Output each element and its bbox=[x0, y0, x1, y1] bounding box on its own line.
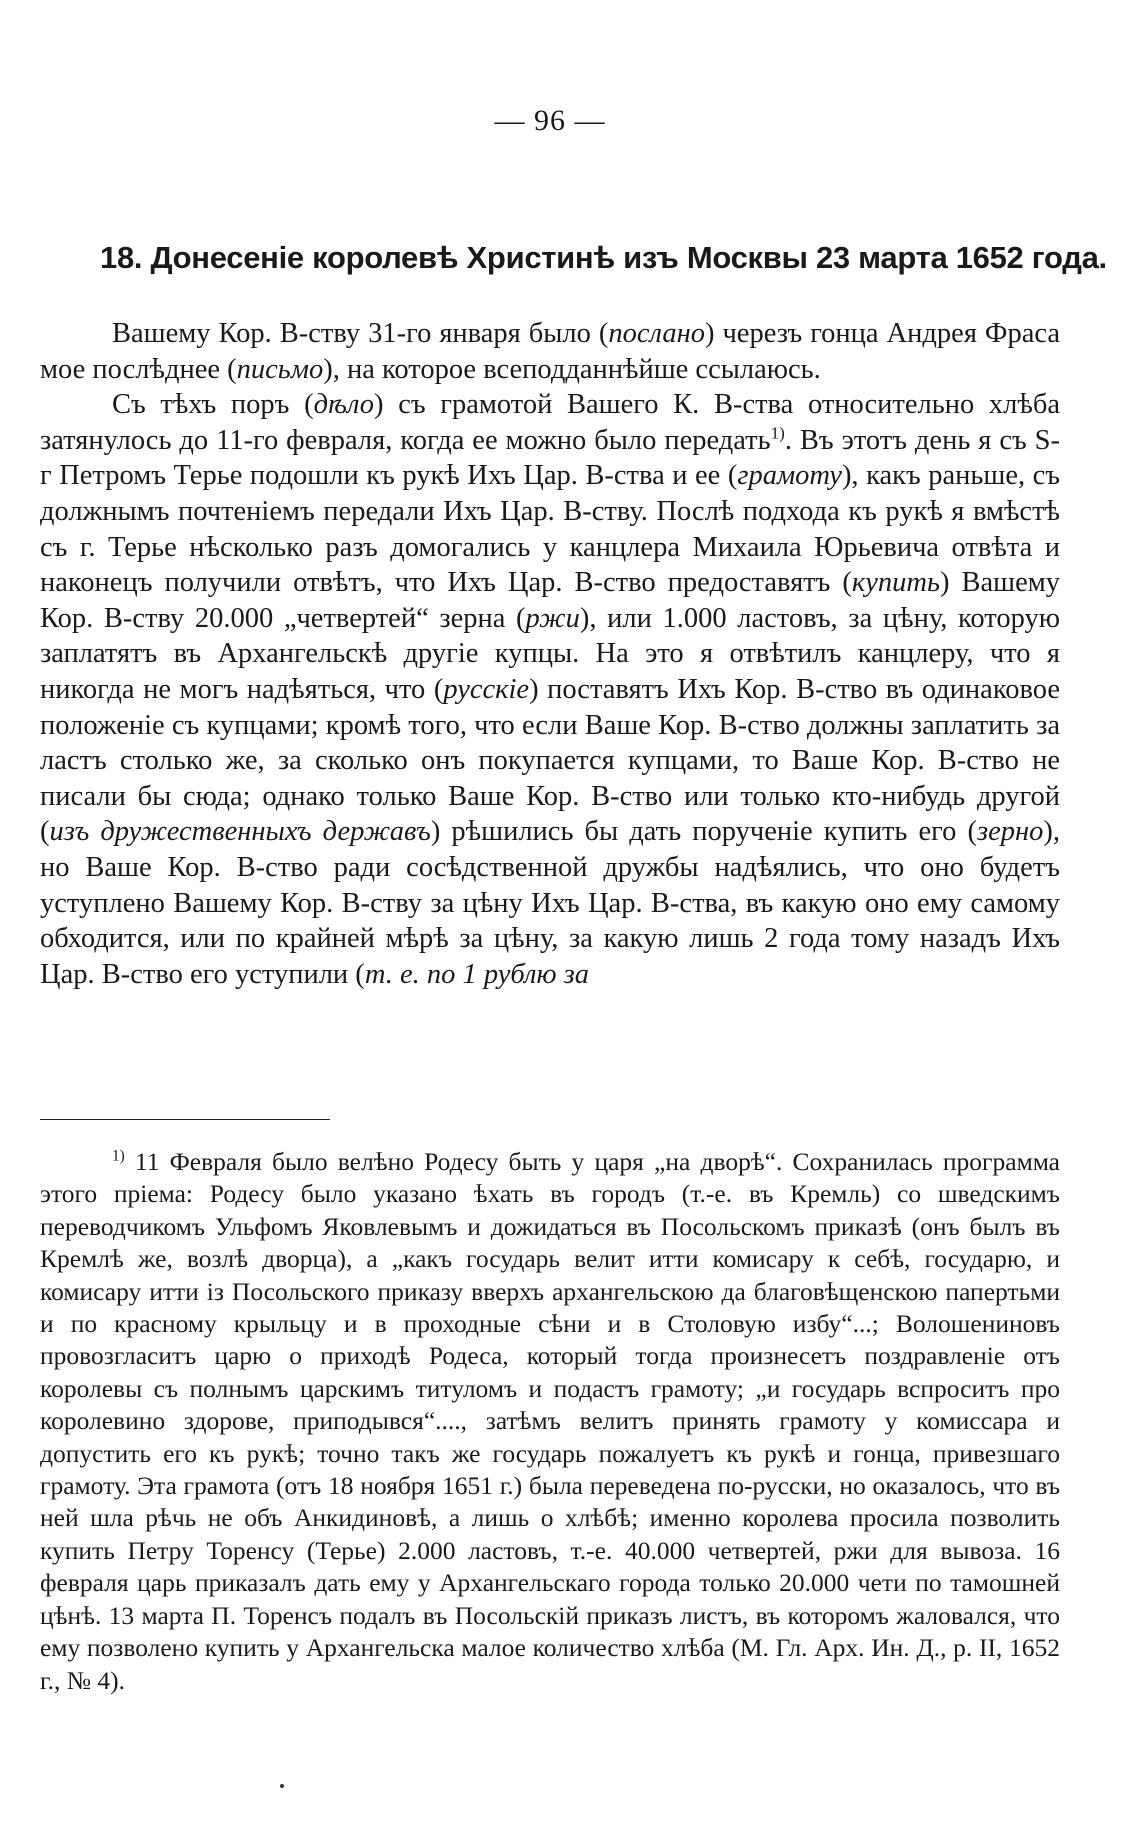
text-run: ) поставятъ Ихъ Кор. В-ство въ одинаковое положеніе съ купцами; кромѣ того, что если Ваше Кор. В-ство должны заплатить за ластъ столько же, за сколько онъ покупается купцами, то Ваше Кор. В-ство не писали бы сюда; однако только Ваше Кор. В-ство или только кто-нибудь другой ( bbox=[40, 673, 1060, 848]
footnote-mark: 1) bbox=[112, 1147, 125, 1165]
italic-insertion: зерно bbox=[976, 816, 1044, 848]
text-run: Вашему Кор. В-ству 31-го января было ( bbox=[112, 318, 609, 349]
page-number: — 96 — bbox=[494, 104, 606, 137]
italic-insertion: послано bbox=[608, 318, 705, 349]
text-run: ), но Ваше Кор. В-ство ради сосѣдственной дружбы надѣялись, что оно будетъ уступлено Вашему Кор. В-ству за цѣну Ихъ Цар. В-ства, въ какую оно ему самому обходится, или по крайней мѣрѣ за цѣну, за какую лишь 2 года тому назадъ Ихъ Цар. В-ство его уступили ( bbox=[40, 816, 1061, 990]
italic-insertion: купить bbox=[851, 567, 940, 599]
document-title: 18. Донесеніе королевѣ Христинѣ изъ Москвы 23 марта 1652 года. bbox=[100, 240, 1107, 275]
italic-insertion: грамоту bbox=[737, 460, 842, 492]
main-text bbox=[40, 316, 1060, 992]
footnote-1 bbox=[40, 1146, 1060, 1697]
text-run: ) черезъ гонца Андрея Фраса мое послѣднее ( bbox=[40, 318, 1060, 385]
print-speck bbox=[280, 1784, 284, 1788]
text-run: ) Вашему Кор. В-ству 20.000 „четвертей“ зерна ( bbox=[40, 567, 1061, 634]
paragraph-2 bbox=[40, 387, 1060, 992]
text-run: ), на которое всеподданнѣйше ссылаюсь. bbox=[323, 353, 821, 385]
text-run: ) съ грамотой Вашего К. В-ства относительно хлѣба затянулось до 11-го февраля, когда ее можно было передать bbox=[40, 389, 1060, 456]
footnote-text: 11 Февраля было велѣно Родесу быть у царя „на дворѣ“. Сохранилась программа этого пріема: Родесу было указано ѣхать въ городъ (т.-е. въ Кремль) со шведскимъ переводчикомъ Ульфомъ Яковлевымъ и дожидаться въ Посольскомъ приказѣ (онъ былъ въ Кремлѣ же, возлѣ дворца), а „какъ государь велит итти комисару к себѣ, государю, и комисару итти із Посольского приказу вверхъ архангельскою да благовѣщенскою папертьми и по красному крыльцу и в проходные сѣни и в Столовую избу“...; Волошениновъ провозгласитъ царю о приходѣ Родеса, который тогда произнесетъ поздравленіе отъ королевы съ полнымъ царскимъ титуломъ и подастъ грамоту; „и государь вспроситъ про королевино здорове, приподывся“...., затѣмъ велитъ принять грамоту у комиссара и допустить его къ рукѣ; точно такъ же государь пожалуетъ къ рукѣ и гонца, привезшаго грамоту. Эта грамота (отъ 18 ноября 1651 г.) была переведена по-русски, но оказалось, что въ ней шла рѣчь не объ Анкидиновѣ, а лишь о хлѣбѣ; именно королева просила позволить купить Петру Торенсу (Терье) 2.000 ластовъ, т.-е. 40.000 четвертей, ржи для вывоза. 16 февраля царь приказалъ дать ему у Архангельскаго города только 20.000 чети по тамошней цѣнѣ. 13 марта П. Торенсъ подалъ въ Посольскій приказъ листъ, въ которомъ жаловался, что ему позволено купить у Архангельска малое количество хлѣба (М. Гл. Арх. Ин. Д., р. II, 1652 г., № 4). bbox=[40, 1147, 1061, 1695]
document-page bbox=[40, 0, 1107, 1836]
footnote-separator bbox=[40, 1119, 330, 1120]
italic-insertion: русскіе bbox=[443, 673, 530, 705]
text-run: Съ тѣхъ поръ ( bbox=[112, 389, 314, 421]
italic-insertion: дѣло bbox=[313, 389, 375, 421]
paragraph-1 bbox=[40, 316, 1060, 387]
footnote-reference[interactable]: 1) bbox=[770, 423, 785, 443]
italic-insertion: письмо bbox=[236, 353, 324, 385]
italic-insertion: ржи bbox=[525, 602, 580, 634]
text-run: ) рѣшились бы дать порученіе купить его ( bbox=[430, 816, 977, 848]
text-run: ), какъ раньше, съ должнымъ почтеніемъ передали Ихъ Цар. В-ству. Послѣ подхода къ рукѣ я вмѣстѣ съ г. Терье нѣсколько разъ домогались у канцлера Михаила Юрьевича отвѣта и наконецъ получили отвѣтъ, что Ихъ Цар. В-ство предоставятъ ( bbox=[40, 460, 1061, 599]
italic-insertion: т. е. по 1 рублю за bbox=[364, 958, 590, 990]
text-run: . Въ этотъ день я съ S-г Петромъ Терье подошли къ рукѣ Ихъ Цар. В-ства и ее ( bbox=[40, 424, 1060, 492]
text-run: ), или 1.000 ластовъ, за цѣну, которую заплатятъ въ Архангельскѣ другіе купцы. На это я отвѣтилъ канцлеру, что я никогда не могъ надѣяться, что ( bbox=[40, 602, 1060, 705]
italic-insertion: изъ дружественныхъ державъ bbox=[49, 816, 431, 848]
